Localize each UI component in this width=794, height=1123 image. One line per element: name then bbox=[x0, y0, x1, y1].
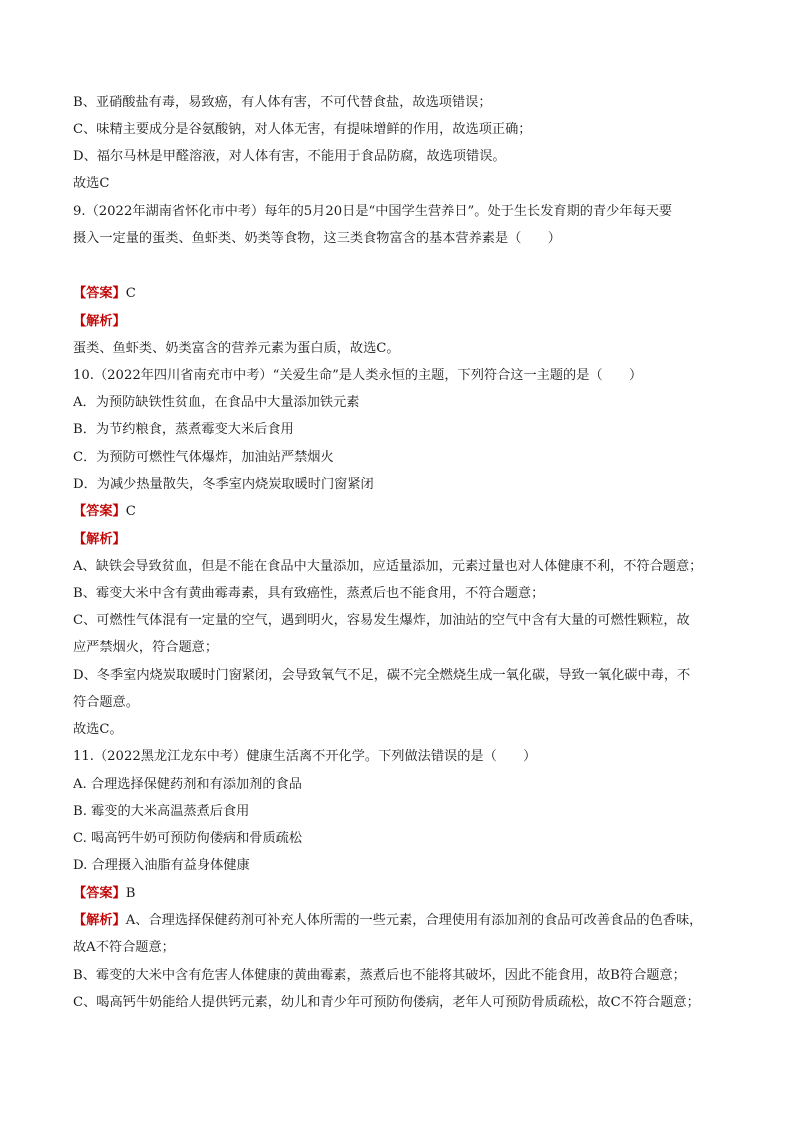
analysis-first-line: A、合理选择保健药剂可补充人体所需的一些元素，合理使用有添加剂的食品可改善食品的色香味， bbox=[125, 913, 703, 928]
analysis-line: B、霉变大米中含有黄曲霉毒素，具有致癌性，蒸煮后也不能食用，不符合题意； bbox=[73, 586, 545, 601]
answer-tag: 【答案】 bbox=[73, 886, 126, 901]
text-line: 故选C bbox=[73, 176, 110, 191]
analysis-tag: 【解析】 bbox=[73, 913, 126, 928]
question-9-analysis: 蛋类、鱼虾类、奶类富含的营养元素为蛋白质，故选C。 bbox=[73, 341, 400, 356]
analysis-line: C、可燃性气体混有一定量的空气，遇到明火，容易发生爆炸，加油站的空气中含有大量的可燃性颗粒，故 bbox=[73, 613, 690, 628]
question-11-analysis bbox=[73, 912, 724, 930]
question-10-option-a: A．为预防缺铁性贫血，在食品中大量添加铁元素 bbox=[73, 395, 360, 410]
question-9-stem-cont: 摄入一定量的蛋类、鱼虾类、奶类等食物，这三类食物富含的基本营养素是（ ） bbox=[73, 231, 561, 246]
answer-value: C bbox=[125, 504, 136, 519]
question-11-stem: 11.（2022黑龙江龙东中考）健康生活离不开化学。下列做法错误的是（ ） bbox=[73, 749, 537, 764]
analysis-line: C、喝高钙牛奶能给人提供钙元素，幼儿和青少年可预防佝偻病，老年人可预防骨质疏松，故C不符合题意； bbox=[73, 995, 700, 1010]
text-line: D、福尔马林是甲醛溶液，对人体有害，不能用于食品防腐，故选项错误。 bbox=[73, 149, 506, 164]
analysis-line: D、冬季室内烧炭取暖时门窗紧闭，会导致氧气不足，碳不完全燃烧生成一氧化碳，导致一氧化碳中毒，不 bbox=[73, 668, 691, 683]
question-10-analysis-tag bbox=[73, 531, 724, 549]
analysis-line: B、霉变的大米中含有危害人体健康的黄曲霉素，蒸煮后也不能将其破坏，因此不能食用，故B符合题意； bbox=[73, 968, 686, 983]
analysis-line: 故A不符合题意； bbox=[73, 940, 175, 955]
question-10-option-b: B．为节约粮食，蒸煮霉变大米后食用 bbox=[73, 422, 294, 437]
answer-tag: 【答案】 bbox=[73, 286, 126, 301]
question-11-answer bbox=[73, 885, 724, 903]
question-9-analysis-tag bbox=[73, 313, 724, 331]
answer-value: B bbox=[125, 886, 136, 901]
question-11-option-b: B. 霉变的大米高温蒸煮后食用 bbox=[73, 804, 250, 819]
answer-tag: 【答案】 bbox=[73, 504, 126, 519]
question-11-option-d: D. 合理摄入油脂有益身体健康 bbox=[73, 858, 250, 873]
analysis-line: 符合题意。 bbox=[73, 695, 139, 710]
analysis-line: A、缺铁会导致贫血，但是不能在食品中大量添加，应适量添加，元素过量也对人体健康不利，不符合题意； bbox=[73, 559, 703, 574]
question-10-answer bbox=[73, 503, 724, 521]
text-line: C、味精主要成分是谷氨酸钠，对人体无害，有提味增鲜的作用，故选项正确； bbox=[73, 122, 532, 137]
question-11-option-a: A. 合理选择保健药剂和有添加剂的食品 bbox=[73, 777, 302, 792]
text-line: B、亚硝酸盐有毒，易致癌，有人体有害，不可代替食盐，故选项错误； bbox=[73, 95, 492, 110]
question-9-stem: 9.（2022年湖南省怀化市中考）每年的5月20日是“中国学生营养日”。处于生长发育期的青少年每天要 bbox=[73, 204, 673, 219]
question-11-option-c: C. 喝高钙牛奶可预防佝偻病和骨质疏松 bbox=[73, 831, 303, 846]
analysis-line: 应严禁烟火，符合题意； bbox=[73, 640, 219, 655]
analysis-line: 故选C。 bbox=[73, 722, 123, 737]
question-10-option-c: C．为预防可燃性气体爆炸，加油站严禁烟火 bbox=[73, 450, 334, 465]
analysis-tag: 【解析】 bbox=[73, 532, 126, 547]
question-9-answer bbox=[73, 285, 724, 303]
answer-value: C bbox=[125, 286, 136, 301]
question-10-stem: 10.（2022年四川省南充市中考）“关爱生命”是人类永恒的主题，下列符合这一主题的是（ ） bbox=[73, 368, 643, 383]
question-10-option-d: D．为减少热量散失，冬季室内烧炭取暖时门窗紧闭 bbox=[73, 477, 374, 492]
analysis-tag: 【解析】 bbox=[73, 314, 126, 329]
